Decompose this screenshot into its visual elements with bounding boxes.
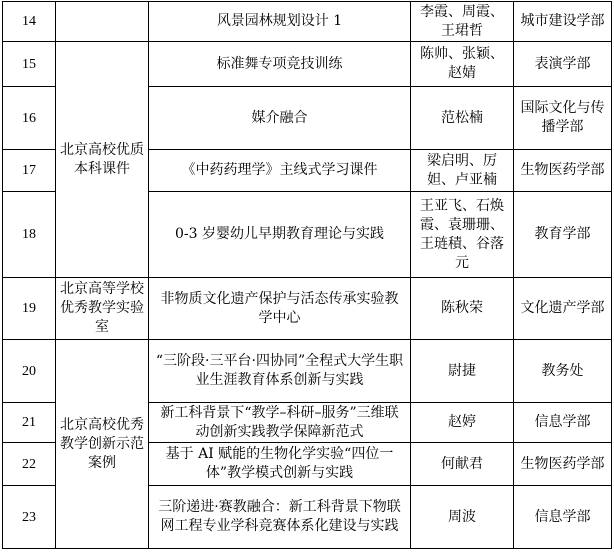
row-number: 19 [3,278,56,340]
project-department: 信息学部 [514,403,612,443]
category-cell-continued [56,2,149,42]
project-person: 梁启明、厉妲、卢亚楠 [411,150,514,192]
row-number: 20 [3,340,56,403]
project-department: 国际文化与传播学部 [514,87,612,150]
row-number: 14 [3,2,56,42]
row-number: 17 [3,150,56,192]
project-name: 标准舞专项竞技训练 [149,42,411,87]
project-person: 陈秋荣 [411,278,514,340]
project-department: 信息学部 [514,486,612,549]
table-row [3,278,612,340]
table-row [3,340,612,403]
project-name: 非物质文化遗产保护与活态传承实验教学中心 [149,278,411,340]
project-person: 范松楠 [411,87,514,150]
row-number: 16 [3,87,56,150]
project-person: 尉捷 [411,340,514,403]
project-department: 生物医药学部 [514,443,612,486]
row-number: 21 [3,403,56,443]
project-person: 李霞、周霞、王珺哲 [411,2,514,42]
table-row [3,2,612,42]
project-person: 王亚飞、石焕霞、袁珊珊、王琏積、谷落元 [411,192,514,278]
table-row [3,42,612,87]
project-person: 赵婷 [411,403,514,443]
project-name: 风景园林规划设计 1 [149,2,411,42]
project-name: “三阶段·三平台·四协同”全程式大学生职业生涯教育体系创新与实践 [149,340,411,403]
project-department: 城市建设学部 [514,2,612,42]
project-name: 0-3 岁婴幼儿早期教育理论与实践 [149,192,411,278]
project-person: 陈帅、张颖、赵婧 [411,42,514,87]
category-cell: 北京高校优质本科课件 [56,42,149,278]
project-department: 表演学部 [514,42,612,87]
project-person: 周波 [411,486,514,549]
row-number: 23 [3,486,56,549]
award-table [2,1,612,549]
project-department: 教务处 [514,340,612,403]
category-cell: 北京高校优秀教学创新示范案例 [56,340,149,549]
project-department: 教育学部 [514,192,612,278]
project-name: 《中药药理学》主线式学习课件 [149,150,411,192]
project-person: 何献君 [411,443,514,486]
award-table-container [2,1,612,549]
project-name: 三阶递进·赛教融合：新工科背景下物联网工程专业学科竞赛体系化建设与实践 [149,486,411,549]
row-number: 18 [3,192,56,278]
project-department: 文化遗产学部 [514,278,612,340]
project-name: 新工科背景下“教学–科研–服务”三维联动创新实践教学保障新范式 [149,403,411,443]
row-number: 15 [3,42,56,87]
project-name: 基于 AI 赋能的生物化学实验“四位一体”教学模式创新与实践 [149,443,411,486]
category-cell: 北京高等学校优秀教学实验室 [56,278,149,340]
project-department: 生物医药学部 [514,150,612,192]
row-number: 22 [3,443,56,486]
project-name: 媒介融合 [149,87,411,150]
